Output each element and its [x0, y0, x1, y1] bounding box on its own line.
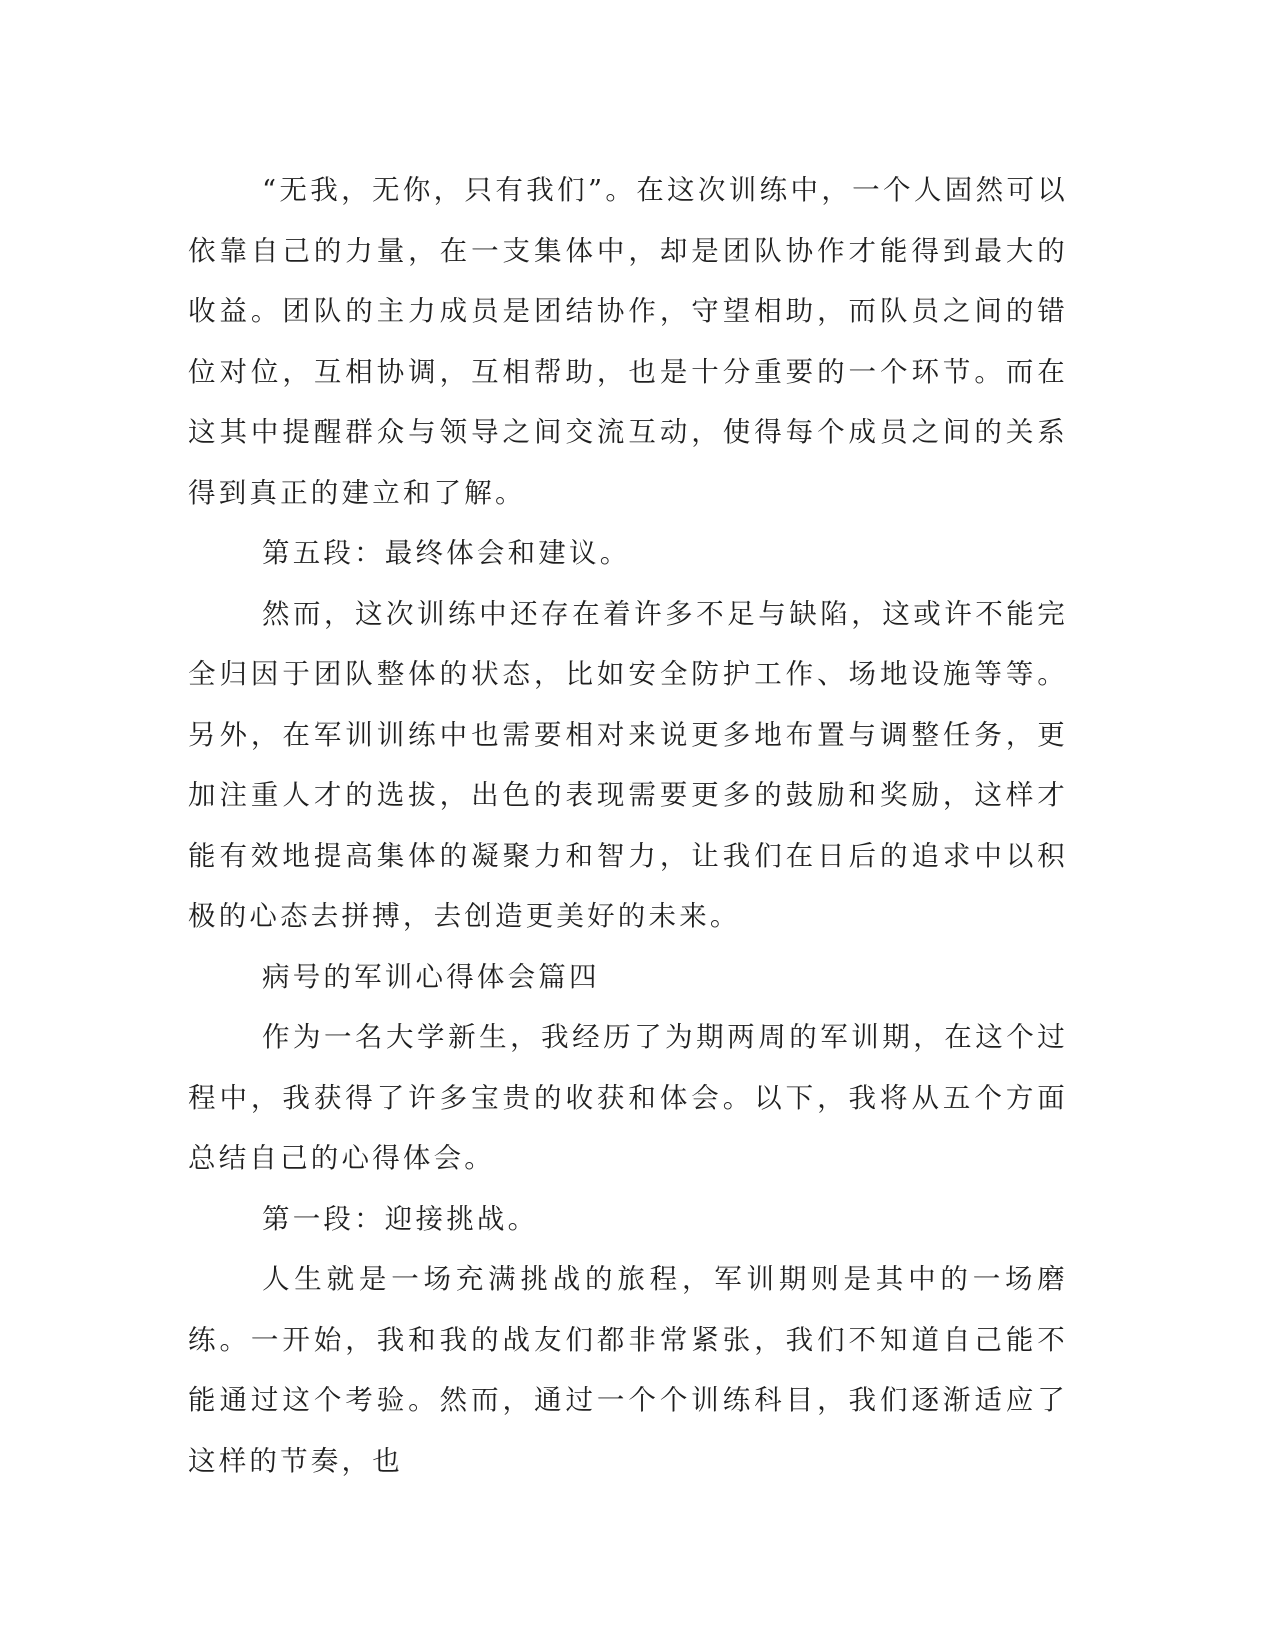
document-body [188, 160, 1068, 1491]
section-heading-one: 第一段：迎接挑战。 [262, 1202, 539, 1235]
paragraph-challenge: 人生就是一场充满挑战的旅程，军训期则是其中的一场磨练。一开始，我和我的战友们都非常紧张，我们不知道自己能不能通过这个考验。然而，通过一个个训练科目，我们逐渐适应了这样的节奏，也 [188, 1263, 1068, 1477]
paragraph-intro: 作为一名大学新生，我经历了为期两周的军训期，在这个过程中，我获得了许多宝贵的收获和体会。以下，我将从五个方面总结自己的心得体会。 [188, 1021, 1068, 1174]
paragraph-suggestions: 然而，这次训练中还存在着许多不足与缺陷，这或许不能完全归因于团队整体的状态，比如安全防护工作、场地设施等等。另外，在军训训练中也需要相对来说更多地布置与调整任务，更加注重人才的选拔，出色的表现需要更多的鼓励和奖励，这样才能有效地提高集体的凝聚力和智力，让我们在日后的追求中以积极的心态去拼搏，去创造更美好的未来。 [188, 597, 1068, 932]
paragraph-teamwork: “无我，无你，只有我们”。在这次训练中，一个人固然可以依靠自己的力量，在一支集体中，却是团队协作才能得到最大的收益。团队的主力成员是团结协作，守望相助，而队员之间的错位对位，互相协调，互相帮助，也是十分重要的一个环节。而在这其中提醒群众与领导之间交流互动，使得每个成员之间的关系得到真正的建立和了解。 [188, 174, 1068, 509]
section-heading-five: 第五段：最终体会和建议。 [262, 537, 631, 569]
article-title-four: 病号的军训心得体会篇四 [262, 960, 600, 993]
